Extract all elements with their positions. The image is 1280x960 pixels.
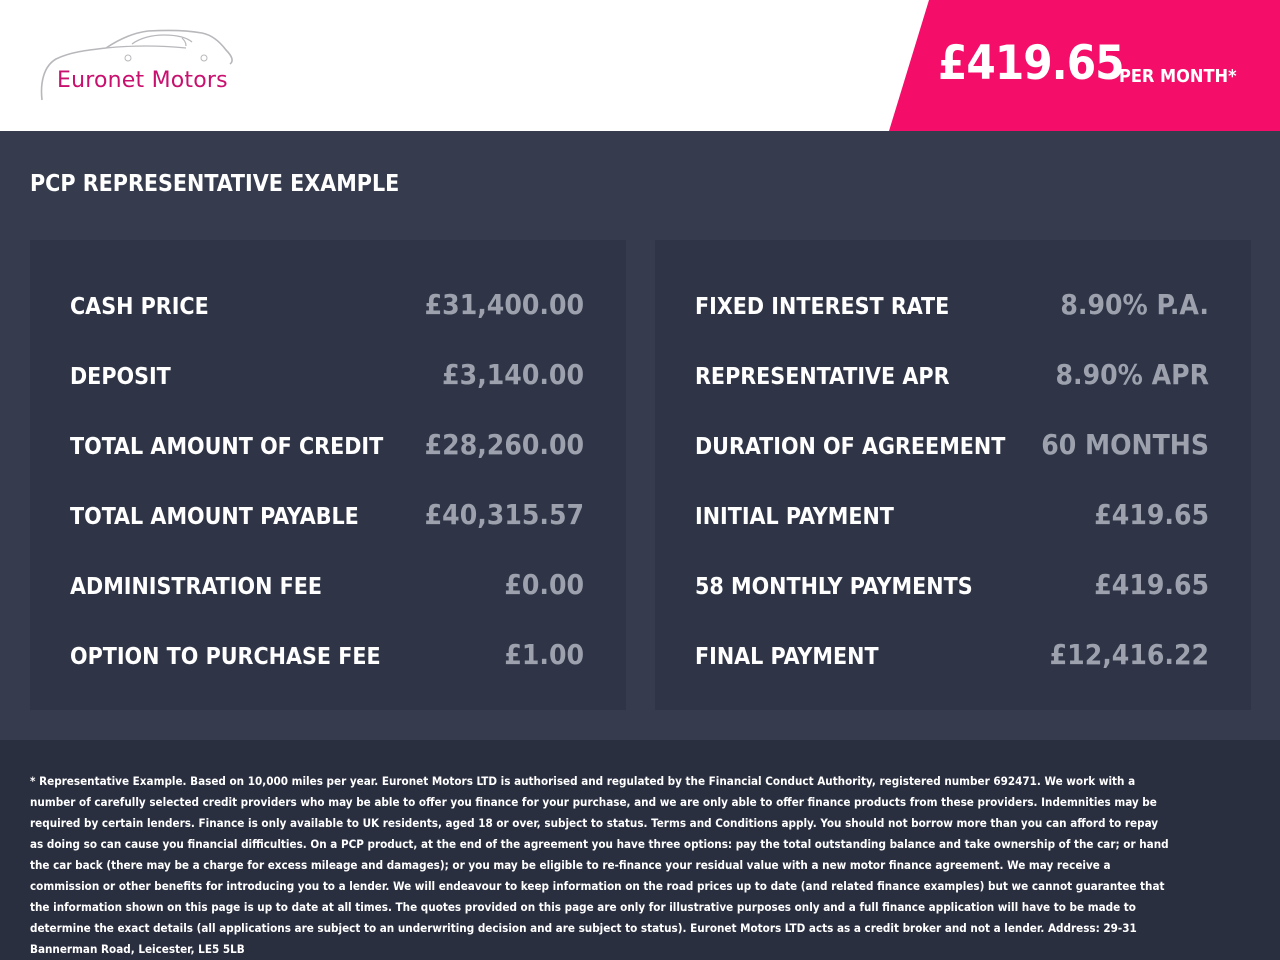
row-value: £3,140.00 [442,358,584,391]
row-value: £0.00 [504,568,584,601]
finance-row [695,496,1209,536]
row-value: £12,416.22 [1049,638,1209,671]
row-label: CASH PRICE [70,294,209,320]
monthly-price: £419.65 [938,36,1124,91]
row-value: £28,260.00 [424,428,584,461]
row-label: FINAL PAYMENT [695,644,879,670]
header [0,0,1280,131]
row-value: £1.00 [504,638,584,671]
finance-row [695,286,1209,326]
brand-logo [36,26,256,106]
finance-row [70,356,584,396]
row-value: £40,315.57 [424,498,584,531]
finance-row [70,566,584,606]
row-label: OPTION TO PURCHASE FEE [70,644,381,670]
finance-row [695,566,1209,606]
row-label: FIXED INTEREST RATE [695,294,950,320]
row-label: INITIAL PAYMENT [695,504,894,530]
row-label: TOTAL AMOUNT PAYABLE [70,504,359,530]
finance-row [70,496,584,536]
row-value: £31,400.00 [424,288,584,321]
row-value: 60 MONTHS [1041,428,1209,461]
finance-row [695,636,1209,676]
finance-row [695,426,1209,466]
footer [0,740,1280,960]
row-value: £419.65 [1094,568,1209,601]
row-label: DURATION OF AGREEMENT [695,434,1006,460]
disclaimer-text: * Representative Example. Based on 10,000 miles per year. Euronet Motors LTD is authorised and regulated by the Financial Conduct Authority, registered number 692471. We work with a number of carefully selected credit providers who may be able to offer you finance for your purchase, and we are only able to offer finance products from these providers. Indemnities may be required by certain lenders. Finance is only available to UK residents, aged 18 or over, subject to status. Terms and Conditions apply. You should not borrow more than you can afford to repay as doing so can cause you financial difficulties. On a PCP product, at the end of the agreement you have three options: pay the total outstanding balance and take ownership of the car; or hand the car back (there may be a charge for excess mileage and damages); or you may be eligible to re-finance your residual value with a new motor finance agreement. We may receive a commission or other benefits for introducing you to a lender. We will endeavour to keep information on the road prices up to date (and related finance examples) but we cannot guarantee that the information shown on this page is up to date at all times. The quotes provided on this page are only for illustrative purposes only and a full finance application will have to be made to determine the exact details (all applications are subject to an underwriting decision and are subject to status). Euronet Motors LTD acts as a credit broker and not a lender. Address: 29-31 Bannerman Road, Leicester, LE5 5LB [30,774,1169,956]
finance-section [0,131,1280,740]
finance-row [70,286,584,326]
section-title: PCP REPRESENTATIVE EXAMPLE [30,171,400,197]
row-label: ADMINISTRATION FEE [70,574,323,600]
row-value: £419.65 [1094,498,1209,531]
finance-panel-left [30,240,626,710]
per-month-label: PER MONTH* [1119,66,1237,87]
row-value: 8.90% APR [1055,358,1209,391]
finance-row [70,636,584,676]
finance-row [70,426,584,466]
row-label: REPRESENTATIVE APR [695,364,950,390]
car-outline-icon [36,26,256,106]
row-label: TOTAL AMOUNT OF CREDIT [70,434,384,460]
row-value: 8.90% P.A. [1060,288,1209,321]
row-label: DEPOSIT [70,364,171,390]
row-label: 58 MONTHLY PAYMENTS [695,574,973,600]
brand-name: Euronet Motors [57,68,228,93]
finance-row [695,356,1209,396]
finance-panel-right [655,240,1251,710]
